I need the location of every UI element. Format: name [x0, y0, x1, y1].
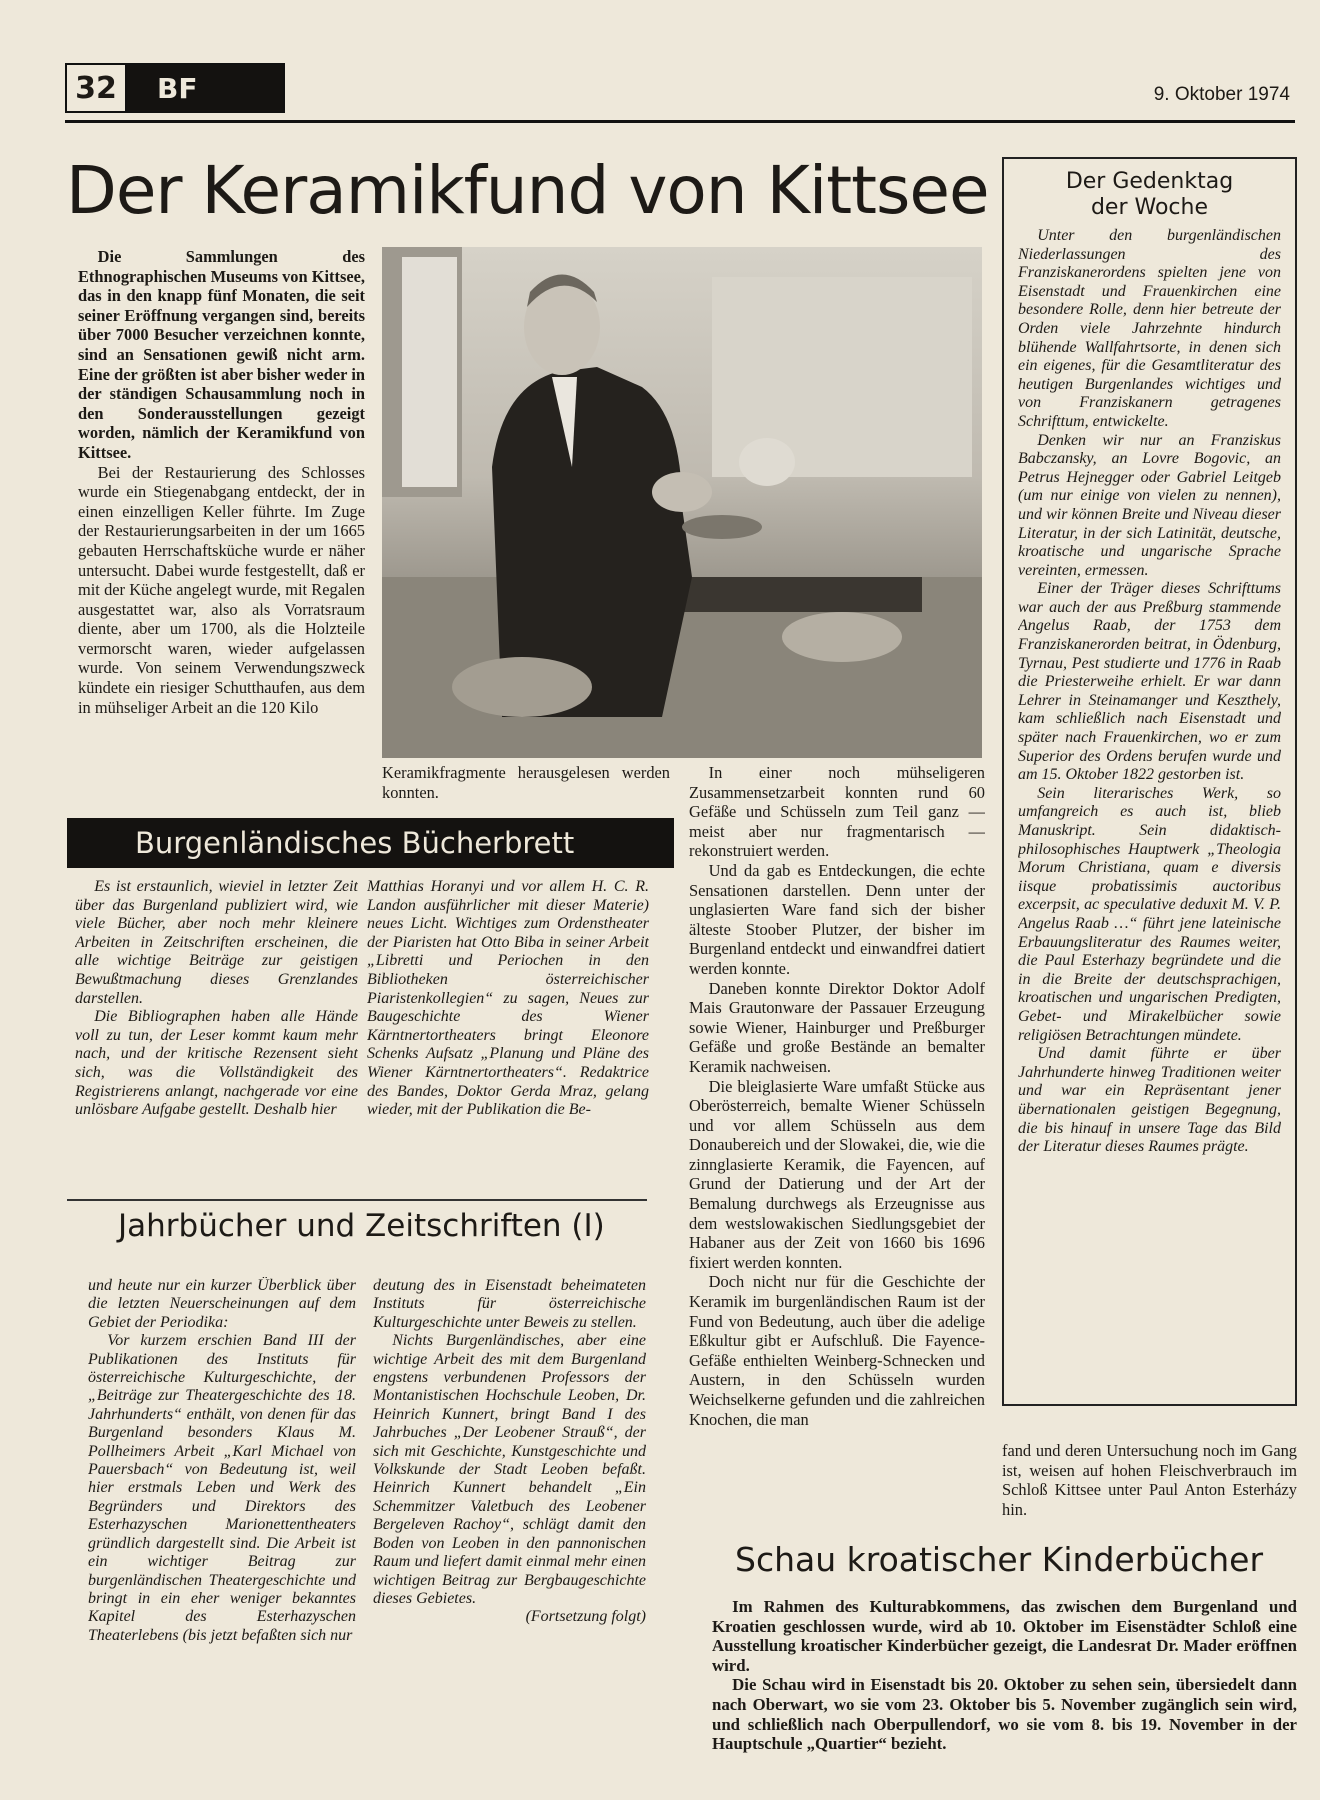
article-column-1 [78, 247, 365, 799]
article-title: Der Keramikfund von Kittsee [66, 152, 989, 229]
memorial-paragraph: Sein literarisches Werk, so umfangreich es auch ist, blieb Manuskript. Sein didaktisch-philosophisches Hauptwerk „Theologia Morum Christiana, quam e diversis iisque probatissimis auctoribus excerpsit, ac speculative deduxit M. V. P. Angelus Raab …“ führt jene lateinische Erbauungsliteratur des Raumes weiter, die Paul Esterhazy begründete und die in die Breite der deutschsprachigen, kroatischen und ungarischen Predigten, Gebet- und Mirakelbücher sowie religiösen Betrachtungen mündete. [1018, 784, 1281, 1044]
page-number: 32 [67, 65, 127, 111]
memorial-day-box [1002, 157, 1297, 1406]
article-paragraph: Daneben konnte Direktor Doktor Adolf Mais Grautonware der Passauer Erzeugung sowie Wiener, Hainburger und Preßburger Gefäße und große Bestände an bemalter Keramik nachweisen. [689, 978, 985, 1076]
exhibit-text [712, 1597, 1297, 1754]
article-column-3 [689, 763, 985, 1535]
header-rule [65, 120, 1295, 123]
journals-paragraph: deutung des in Eisenstadt beheimateten Instituts für österreichische Kulturgeschichte unter Beweis zu stellen. [373, 1277, 646, 1331]
books-paragraph: Matthias Horanyi und vor allem H. C. R. Landon ausführlicher mit dieser Materie) neues Licht. Wichtiges zum Ordenstheater der Piaristen hat Otto Biba in seiner Arbeit „Libretti und Periochen in den Bibliotheken österreichischer Piaristenkollegien“ zu sagen, Neues zur Baugeschichte des Wiener Kärntnertortheaters bringt Eleonore Schenks Aufsatz „Planung und Pläne des Wiener Kärntnertortheaters“. Redaktrice des Bandes, Doktor Gerda Mraz, gelang wieder, mit der Publikation die Be- [367, 878, 649, 1119]
memorial-day-text [1018, 227, 1281, 1157]
books-paragraph: Die Bibliographen haben alle Hände voll zu tun, der Leser kommt kaum mehr nach, und der kritische Rezensent sieht sich, was die Vollständigkeit des Registrierens anlangt, nachgerade vor eine unlösbare Aufgabe gestellt. Deshalb hier [75, 1008, 358, 1119]
section-label: BF [127, 65, 283, 111]
article-photo [382, 247, 982, 758]
memorial-paragraph: Denken wir nur an Franziskus Babczansky, an Lovre Bogovic, an Petrus Hejnegger oder Gabriel Leitgeb (um nur einige von vielen zu nennen), und wir können Breite und Niveau dieser Literatur, in der sich Latinität, deutsche, kroatische und ungarische Sprache vereinten, ermessen. [1018, 431, 1281, 579]
article-column-2-continuation [382, 763, 670, 803]
journals-column-1 [88, 1277, 356, 1737]
memorial-paragraph: Unter den burgenländischen Niederlassungen des Franziskanerordens spielten jene von Eisenstadt und Frauenkirchen eine besondere Rolle, denn hier betreute der Orden viele Jahrzehnte hindurch blühende Wallfahrtsorte, in denen sich ein eigenes, für die Gesamtliteratur des heutigen Burgenlandes wichtiges und von Franziskanern getragenes Schrifttum, entwickelte. [1018, 227, 1281, 430]
photo-man-with-ceramics-image [382, 247, 982, 758]
journals-heading: Jahrbücher und Zeitschriften (I) [118, 1208, 605, 1244]
heading-line-2: der Woche [1090, 195, 1209, 220]
memorial-paragraph: Einer der Träger dieses Schrifttums war auch der aus Preßburg stammende Angelus Raab, der 1753 dem Franziskanerorden beitrat, in Ödenburg, Tyrnau, Pest studierte und 1776 in Raab die Priesterweihe erhielt. Er war dann Lehrer in Steinamanger und Keszthely, kam schließlich nach Eisenstadt und später nach Frauenkirchen, wo er zum Superior des Ordens berufen wurde und am 15. Oktober 1822 gestorben ist. [1018, 580, 1281, 784]
journals-paragraph: Vor kurzem erschien Band III der Publikationen des Instituts für österreichische Kulturgeschichte, der „Beiträge zur Theatergeschichte des 18. Jahrhunderts“ enthält, von denen für das Burgenland besonders Klaus M. Pollheimers Arbeit „Karl Michael von Pauersbach“ von Bedeutung ist, weil hier erstmals Leben und Werk des Begründers und Direktors des Esterhazyschen Marionettentheaters gründlich dargestellt sind. Die Arbeit ist ein wichtiger Beitrag zur burgenländischen Theatergeschichte und bringt in ein eher weniger bekanntes Kapitel des Esterhazyschen Theaterlebens (bis jetzt befaßten sich nur [88, 1332, 356, 1644]
page-header-box [65, 63, 285, 113]
exhibit-paragraph: Die Schau wird in Eisenstadt bis 20. Oktober zu sehen sein, übersiedelt dann nach Oberwart, wo sie vom 23. Oktober bis 5. November zugänglich sein wird, und schließlich nach Oberpullendorf, wo sie vom 8. bis 19. November in der Hauptschule „Quartier“ bezieht. [712, 1675, 1297, 1754]
journals-paragraph: und heute nur ein kurzer Überblick über die letzten Neuerscheinungen auf dem Gebiet der Periodika: [88, 1277, 356, 1331]
article-paragraph: Die bleiglasierte Ware umfaßt Stücke aus Oberösterreich, bemalte Wiener Schüsseln und vor allem Schüsseln aus dem Donaubereich und der Slowakei, die, wie die zinnglasierte Keramik, die Fayencen, auf Grund der Datierung und der Art der Bemalung durchwegs als Erzeugnisse aus dem westslowakischen Siedlungsgebiet der Habaner aus der Zeit von 1660 bis 1696 fixiert werden konnten. [689, 1076, 985, 1272]
continuation-note: (Fortsetzung folgt) [525, 1608, 646, 1626]
article-paragraph: fand und deren Untersuchung noch im Gang ist, weisen auf hohen Fleischverbrauch im Schloß Kittsee unter Paul Anton Esterházy hin. [1002, 1441, 1297, 1519]
books-section-heading: Burgenländisches Bücherbrett [67, 818, 674, 868]
journals-column-2 [373, 1277, 646, 1737]
article-paragraph: Doch nicht nur für die Geschichte der Keramik im burgenländischen Raum ist der Fund von Bedeutung, auch über die adelige Eßkultur gibt er Aufschluß. Die Fayence-Gefäße enthielten Weinberg-Schnecken und Austern, in den Schüsseln wurden Weichselkerne gefunden und die zahlreichen Knochen, die man [689, 1272, 985, 1429]
books-paragraph: Es ist erstaunlich, wieviel in letzter Zeit über das Burgenland publiziert wird, wie viele Bücher, aber noch mehr kleinere Arbeiten in Zeitschriften erscheinen, die alle wichtige Beiträge zur geistigen Bewußtmachung dieses Grenzlandes darstellen. [75, 878, 358, 1007]
exhibit-paragraph: Im Rahmen des Kulturabkommens, das zwischen dem Burgenland und Kroatien geschlossen wurde, wird ab 10. Oktober im Eisenstädter Schloß eine Ausstellung kroatischer Kinderbücher gezeigt, die Landesrat Dr. Mader eröffnen wird. [712, 1597, 1297, 1675]
article-paragraph: In einer noch mühseligeren Zusammensetzarbeit konnten rund 60 Gefäße und Schüsseln zum Teil ganz — meist aber nur fragmentarisch — rekonstruiert werden. [689, 763, 985, 861]
article-paragraph: Und da gab es Entdeckungen, die echte Sensationen darstellen. Denn unter der unglasierten Ware fand sich der bisher älteste Stoober Plutzer, der bisher im Burgenland entdeckt und einwandfrei datiert werden konnte. [689, 860, 985, 978]
issue-date: 9. Oktober 1974 [1153, 84, 1290, 105]
memorial-day-heading [1004, 169, 1295, 221]
article-lead: Die Sammlungen des Ethnographischen Museums von Kittsee, das in den knapp fünf Monaten, die seit seiner Eröffnung vergangen sind, bereits über 7000 Besucher verzeichnen konnte, sind an Sensationen gewiß nicht arm. Eine der größten ist aber bisher weder in der ständigen Schausammlung noch in den Sonderausstellungen gezeigt worden, nämlich der Keramikfund von Kittsee. [78, 247, 365, 462]
memorial-paragraph: Und damit führte er über Jahrhunderte hinweg Traditionen weiter und war ein Repräsentant jener übernationalen geistigen Begegnung, die bis hinauf in unsere Tage das Bild der Literatur dieses Raumes prägte. [1018, 1045, 1281, 1156]
journals-paragraph: Nichts Burgenländisches, aber eine wichtige Arbeit des mit dem Burgenland engstens verbundenen Professors der Montanistischen Hochschule Leoben, Dr. Heinrich Kunnert, bringt Band I des Jahrbuches „Der Leobener Strauß“, der sich mit Geschichte, Kunstgeschichte und Volkskunde der Stadt Leoben befaßt. Heinrich Kunnert behandelt „Ein Schemmitzer Valetbuch des Leobener Bergeleven Rachoy“, schlägt damit den Boden von Leoben in den pannonischen Raum und liefert damit einmal mehr einen wichtigen Beitrag zur Bergbaugeschichte dieses Gebietes. [373, 1332, 646, 1607]
article-paragraph: Keramikfragmente herausgelesen werden konnten. [382, 763, 670, 802]
exhibit-heading: Schau kroatischer Kinderbücher [735, 1540, 1264, 1579]
article-paragraph: Bei der Restaurierung des Schlosses wurde ein Stiegenabgang entdeckt, der in einen einzelligen Keller führte. Im Zuge der Restaurierungsarbeiten in der um 1665 gebauten Herrschaftsküche wurde er näher untersucht. Dabei wurde festgestellt, daß er mit der Küche angelegt wurde, mit Regalen ausgestattet war, also als Vorratsraum diente, aber um 1700, als die Holzteile vermorscht waren, wieder aufgelassen wurde. Von seinem Verwendungszweck kündete ein riesiger Schutthaufen, aus dem in mühseliger Arbeit an die 120 Kilo [78, 462, 365, 717]
heading-line-1: Der Gedenktag [1065, 169, 1234, 194]
section-divider [67, 1199, 647, 1201]
article-column-4 [1002, 1441, 1297, 1536]
books-column-2 [367, 878, 649, 1190]
books-column-1 [75, 878, 358, 1190]
